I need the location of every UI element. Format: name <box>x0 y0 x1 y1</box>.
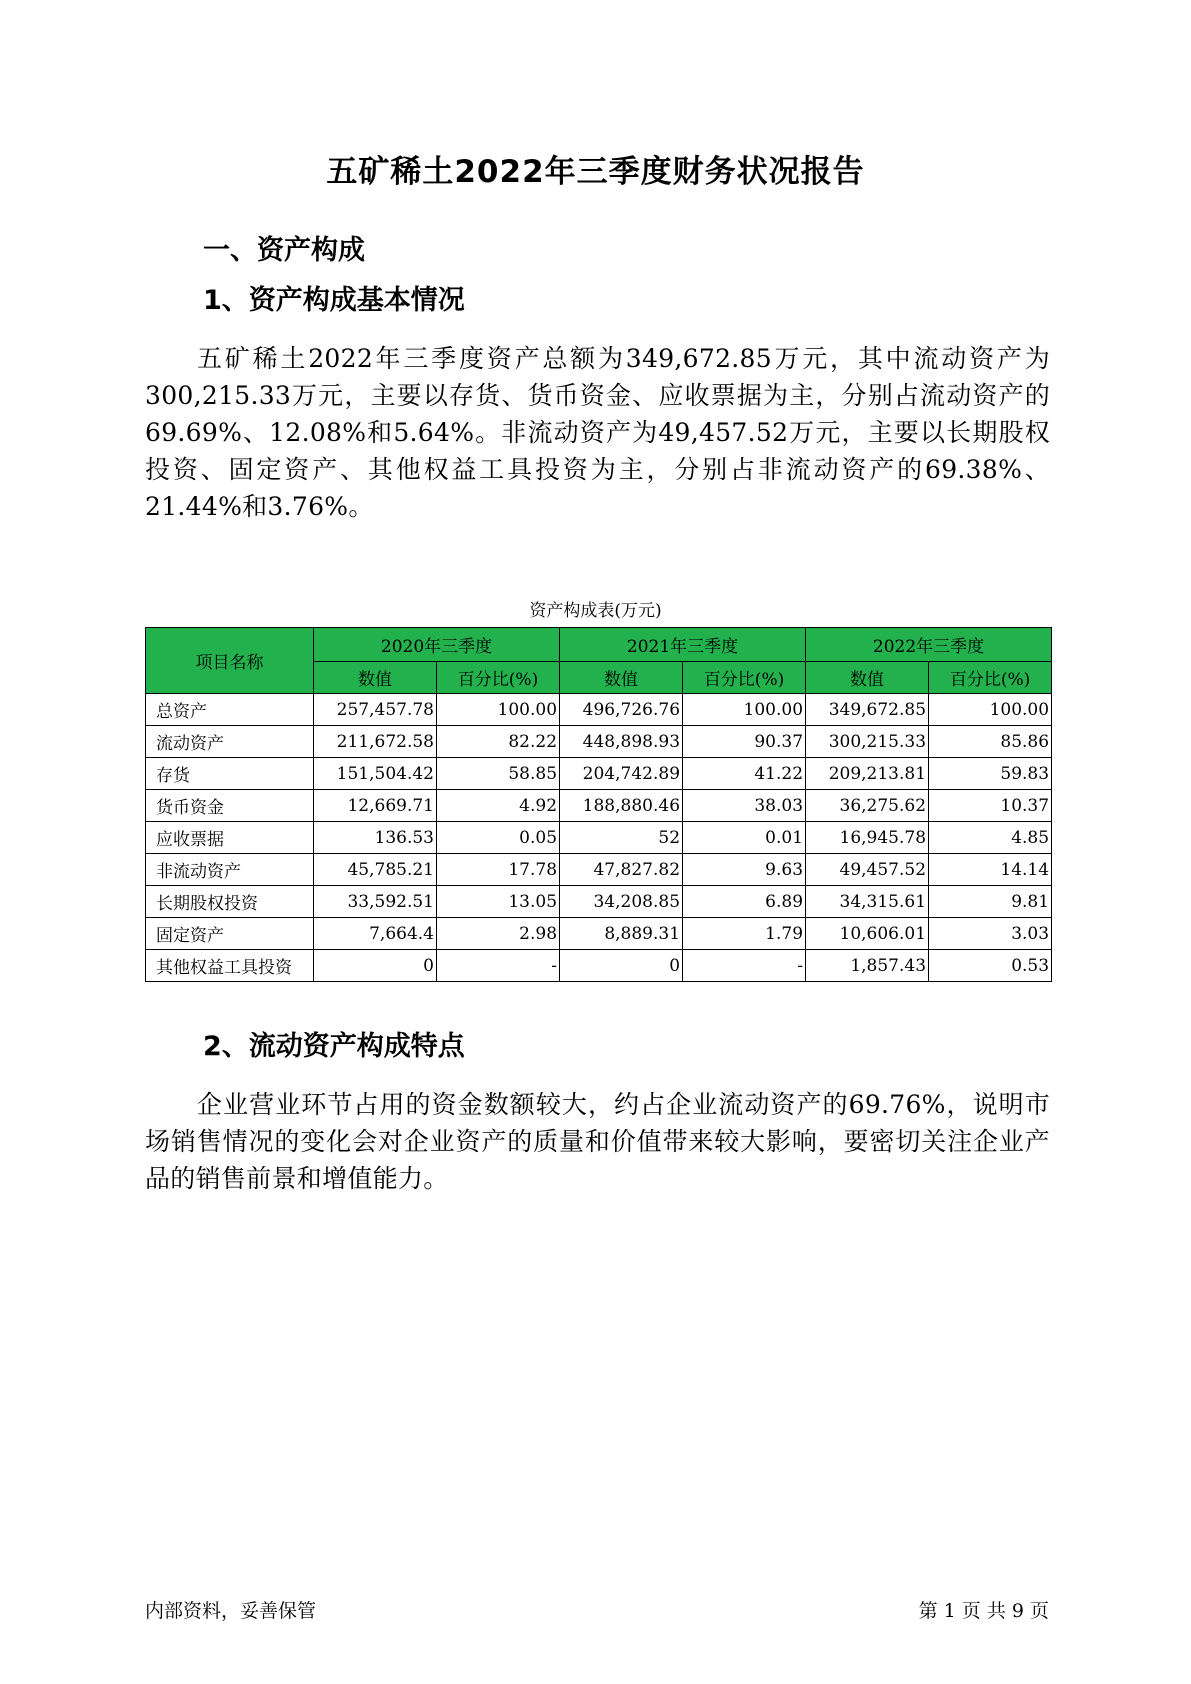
footer-page-number: 第 1 页 共 9 页 <box>918 1600 1049 1622</box>
table-body <box>146 694 1052 982</box>
cell-value-2021: 188,880.46 <box>560 790 683 822</box>
cell-pct-2020: 17.78 <box>437 854 560 886</box>
asset-composition-table <box>145 627 1052 982</box>
cell-pct-2022: 59.83 <box>929 758 1052 790</box>
cell-pct-2022: 100.00 <box>929 694 1052 726</box>
cell-value-2020: 33,592.51 <box>314 886 437 918</box>
cell-item-name: 流动资产 <box>146 726 314 758</box>
cell-pct-2020: 58.85 <box>437 758 560 790</box>
cell-item-name: 货币资金 <box>146 790 314 822</box>
header-period-2021: 2021年三季度 <box>560 628 806 662</box>
cell-item-name: 固定资产 <box>146 918 314 950</box>
cell-pct-2021: 38.03 <box>683 790 806 822</box>
cell-pct-2021: 41.22 <box>683 758 806 790</box>
header-value-2022: 数值 <box>806 662 929 694</box>
cell-pct-2021: 9.63 <box>683 854 806 886</box>
cell-pct-2020: 82.22 <box>437 726 560 758</box>
cell-pct-2021: 100.00 <box>683 694 806 726</box>
cell-value-2020: 136.53 <box>314 822 437 854</box>
header-item-name: 项目名称 <box>146 628 314 694</box>
cell-value-2021: 204,742.89 <box>560 758 683 790</box>
cell-value-2021: 448,898.93 <box>560 726 683 758</box>
table-row <box>146 694 1052 726</box>
cell-value-2021: 52 <box>560 822 683 854</box>
section-heading-asset-composition: 一、资产构成 <box>203 235 365 266</box>
paragraph-basic-composition: 五矿稀土2022年三季度资产总额为349,672.85万元，其中流动资产为300,215.33万元，主要以存货、货币资金、应收票据为主，分别占流动资产的69.69%、12.08%和5.64%。非流动资产为49,457.52万元，主要以长期股权投资、固定资产、其他权益工具投资为主，分别占非流动资产的69.38%、21.44%和3.76%。 <box>145 344 1050 521</box>
cell-pct-2022: 14.14 <box>929 854 1052 886</box>
cell-pct-2022: 9.81 <box>929 886 1052 918</box>
table-row <box>146 822 1052 854</box>
cell-value-2022: 36,275.62 <box>806 790 929 822</box>
header-pct-2021: 百分比(%) <box>683 662 806 694</box>
cell-value-2022: 49,457.52 <box>806 854 929 886</box>
cell-value-2020: 151,504.42 <box>314 758 437 790</box>
cell-item-name: 存货 <box>146 758 314 790</box>
cell-item-name: 其他权益工具投资 <box>146 950 314 982</box>
cell-pct-2020: 4.92 <box>437 790 560 822</box>
cell-pct-2020: 0.05 <box>437 822 560 854</box>
table-row <box>146 918 1052 950</box>
cell-item-name: 应收票据 <box>146 822 314 854</box>
cell-pct-2020: 2.98 <box>437 918 560 950</box>
cell-value-2022: 16,945.78 <box>806 822 929 854</box>
cell-value-2020: 45,785.21 <box>314 854 437 886</box>
table-caption: 资产构成表(万元) <box>529 601 662 621</box>
cell-value-2021: 47,827.82 <box>560 854 683 886</box>
cell-value-2022: 349,672.85 <box>806 694 929 726</box>
cell-pct-2021: 6.89 <box>683 886 806 918</box>
cell-value-2021: 496,726.76 <box>560 694 683 726</box>
cell-item-name: 总资产 <box>146 694 314 726</box>
cell-value-2021: 34,208.85 <box>560 886 683 918</box>
header-value-2021: 数值 <box>560 662 683 694</box>
paragraph-current-assets: 企业营业环节占用的资金数额较大，约占企业流动资产的69.76%，说明市场销售情况的变化会对企业资产的质量和价值带来较大影响，要密切关注企业产品的销售前景和增值能力。 <box>145 1090 1050 1193</box>
cell-item-name: 长期股权投资 <box>146 886 314 918</box>
subheading-current-assets: 2、流动资产构成特点 <box>203 1031 465 1062</box>
cell-value-2022: 300,215.33 <box>806 726 929 758</box>
cell-value-2020: 0 <box>314 950 437 982</box>
cell-pct-2020: - <box>437 950 560 982</box>
cell-value-2022: 1,857.43 <box>806 950 929 982</box>
cell-pct-2021: 1.79 <box>683 918 806 950</box>
header-pct-2020: 百分比(%) <box>437 662 560 694</box>
cell-item-name: 非流动资产 <box>146 854 314 886</box>
cell-pct-2020: 100.00 <box>437 694 560 726</box>
cell-value-2020: 12,669.71 <box>314 790 437 822</box>
cell-pct-2021: - <box>683 950 806 982</box>
cell-pct-2020: 13.05 <box>437 886 560 918</box>
cell-pct-2022: 4.85 <box>929 822 1052 854</box>
table-row <box>146 886 1052 918</box>
cell-value-2022: 10,606.01 <box>806 918 929 950</box>
cell-pct-2022: 85.86 <box>929 726 1052 758</box>
table-row <box>146 726 1052 758</box>
header-value-2020: 数值 <box>314 662 437 694</box>
table-row <box>146 790 1052 822</box>
table-header-row-periods <box>146 628 1052 662</box>
cell-value-2022: 209,213.81 <box>806 758 929 790</box>
cell-value-2022: 34,315.61 <box>806 886 929 918</box>
header-period-2022: 2022年三季度 <box>806 628 1052 662</box>
subheading-basic-composition: 1、资产构成基本情况 <box>203 285 465 316</box>
table-row <box>146 950 1052 982</box>
header-period-2020: 2020年三季度 <box>314 628 560 662</box>
footer-confidential-note: 内部资料，妥善保管 <box>145 1600 317 1622</box>
cell-value-2020: 7,664.4 <box>314 918 437 950</box>
cell-value-2020: 257,457.78 <box>314 694 437 726</box>
cell-pct-2022: 3.03 <box>929 918 1052 950</box>
cell-pct-2021: 90.37 <box>683 726 806 758</box>
cell-value-2021: 0 <box>560 950 683 982</box>
cell-pct-2021: 0.01 <box>683 822 806 854</box>
table-row <box>146 758 1052 790</box>
cell-value-2021: 8,889.31 <box>560 918 683 950</box>
cell-pct-2022: 10.37 <box>929 790 1052 822</box>
table-row <box>146 854 1052 886</box>
header-pct-2022: 百分比(%) <box>929 662 1052 694</box>
cell-pct-2022: 0.53 <box>929 950 1052 982</box>
report-title: 五矿稀土2022年三季度财务状况报告 <box>326 154 865 190</box>
cell-value-2020: 211,672.58 <box>314 726 437 758</box>
